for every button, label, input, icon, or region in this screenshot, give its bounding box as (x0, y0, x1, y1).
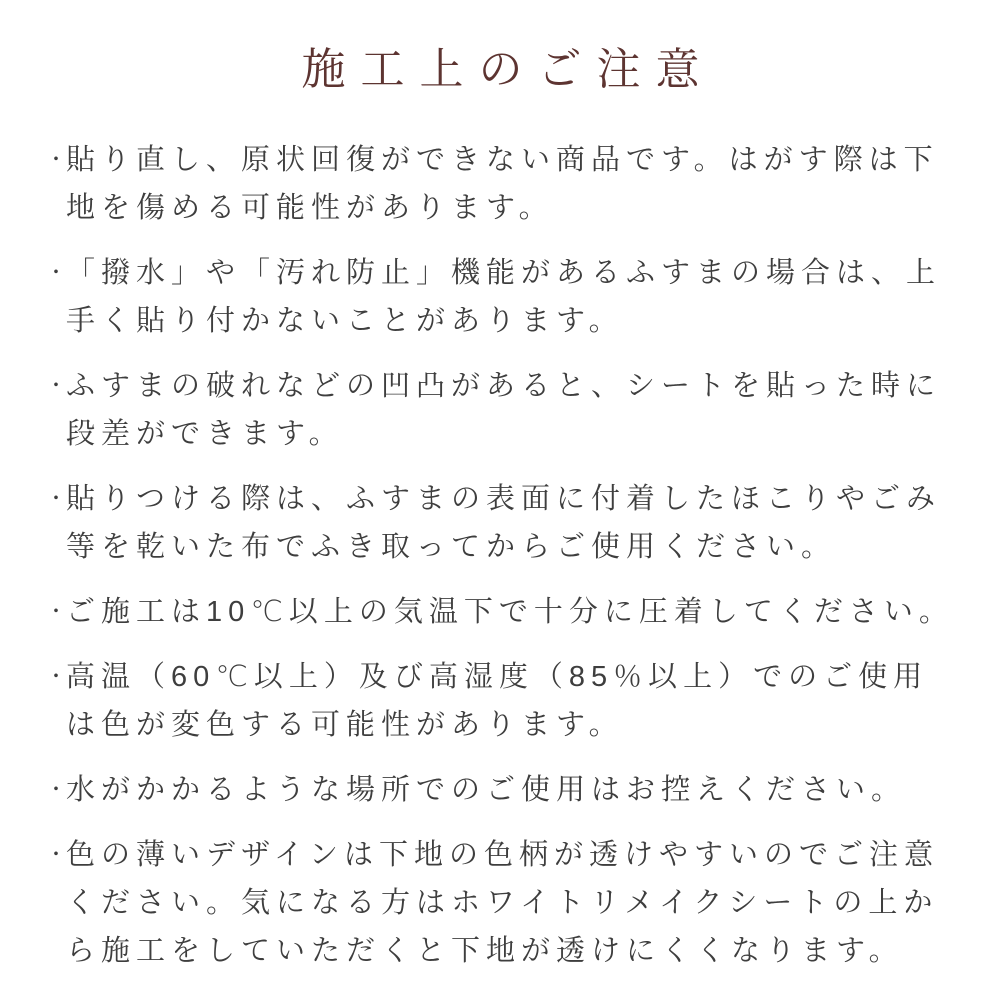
notice-text: 水がかかるような場所でのご使用はお控えください。 (66, 774, 907, 806)
notice-list (46, 136, 955, 975)
notice-text: 「撥水」や「汚れ防止」機能があるふすまの場合は、上手く貼り付かないことがあります。 (66, 257, 942, 337)
notice-item (46, 588, 955, 636)
bullet-marker: ・ (46, 149, 66, 171)
bullet-marker: ・ (46, 488, 66, 510)
notice-text: 高温（60℃以上）及び高湿度（85％以上）でのご使用は色が変色する可能性があります。 (66, 661, 929, 741)
notice-item (46, 362, 955, 458)
notice-item (46, 766, 955, 814)
page-title: 施工上のご注意 (301, 45, 715, 94)
notice-text: 貼り直し、原状回復ができない商品です。はがす際は下地を傷める可能性があります。 (66, 144, 939, 224)
notice-item (46, 475, 955, 571)
bullet-marker: ・ (46, 666, 66, 688)
notice-item (46, 831, 955, 975)
bullet-marker: ・ (46, 779, 66, 801)
notice-text: 色の薄いデザインは下地の色柄が透けやすいのでご注意ください。気になる方はホワイトリメイクシートの上から施工をしていただくと下地が透けにくくなります。 (66, 839, 939, 967)
notice-item (46, 249, 955, 345)
notice-text: ご施工は10℃以上の気温下で十分に圧着してください。 (66, 596, 954, 628)
notice-item (46, 653, 955, 749)
notice-item (46, 136, 955, 232)
notice-text: 貼りつける際は、ふすまの表面に付着したほこりやごみ等を乾いた布でふき取ってからご使用ください。 (66, 483, 942, 563)
bullet-marker: ・ (46, 375, 66, 397)
notice-text: ふすまの破れなどの凹凸があると、シートを貼った時に段差ができます。 (66, 370, 942, 450)
bullet-marker: ・ (46, 601, 66, 623)
bullet-marker: ・ (46, 262, 66, 284)
bullet-marker: ・ (46, 844, 66, 866)
